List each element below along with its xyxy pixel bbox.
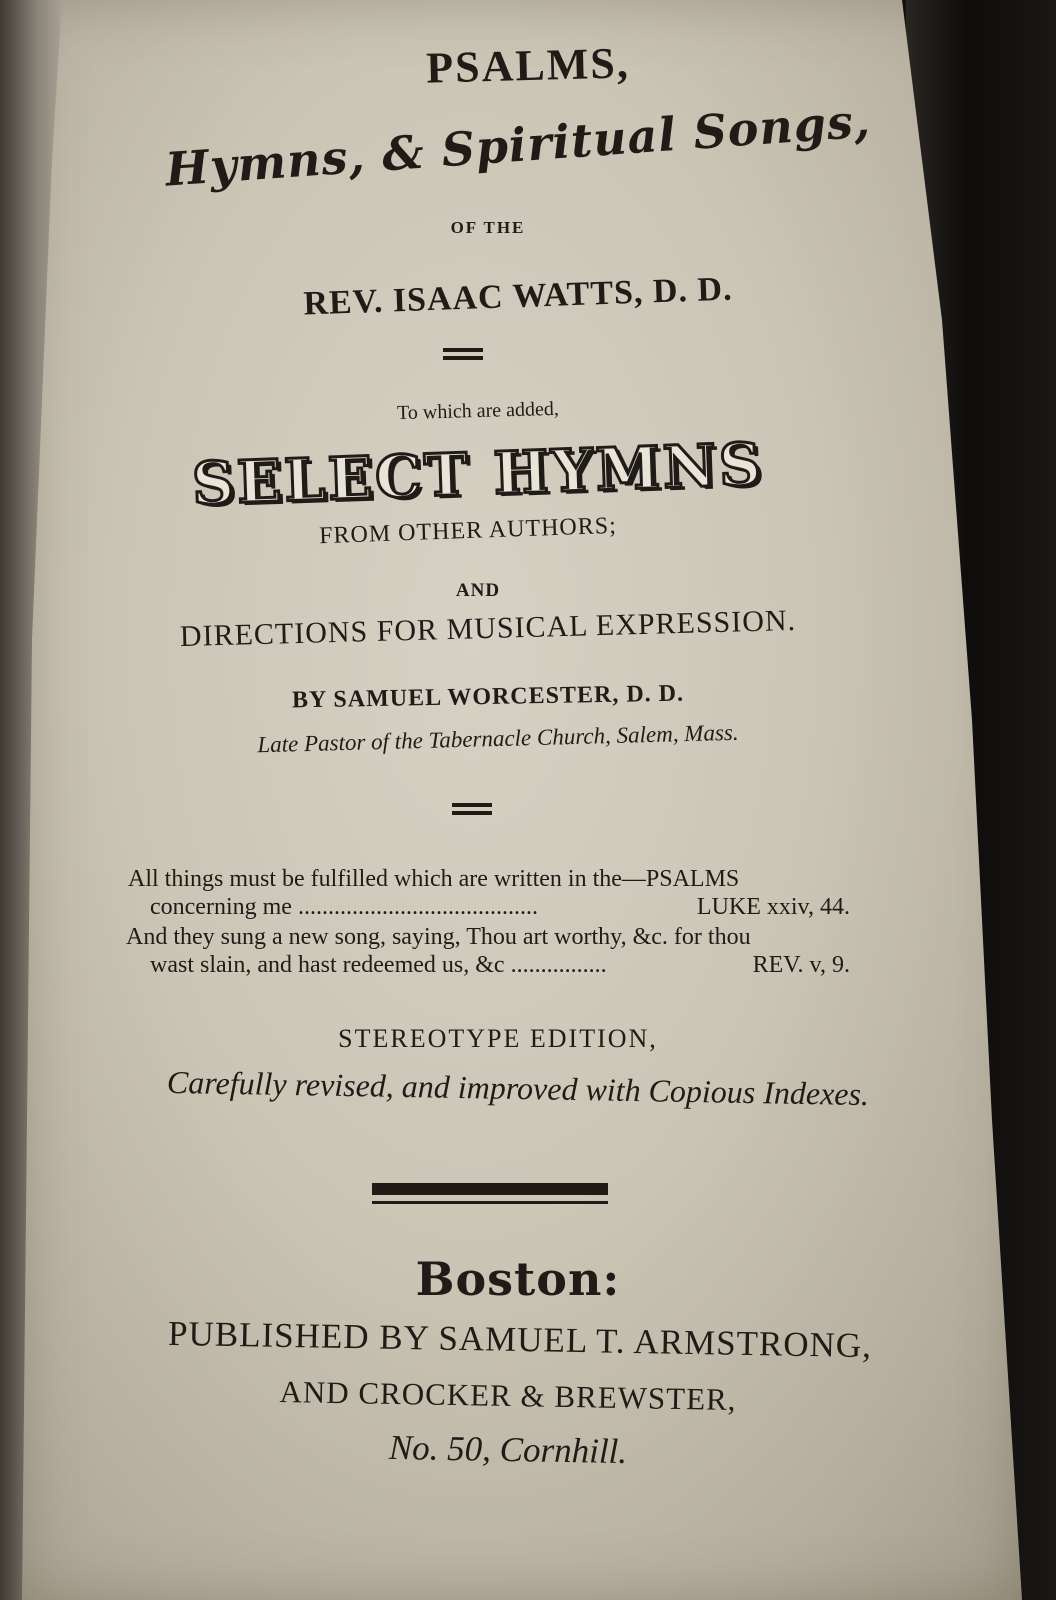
title-of-the: OF THE [450, 218, 526, 237]
stereotype-edition: STEREOTYPE EDITION, [338, 1024, 658, 1053]
carefully-revised: Carefully revised, and improved with Copious Indexes. [166, 1063, 870, 1113]
added-intro: To which are added, [396, 397, 560, 425]
quote-luke [128, 866, 888, 893]
double-rule-2 [452, 803, 492, 807]
imprint-city: Boston: [415, 1252, 621, 1306]
quote-luke-leader: ........................................ [291, 894, 538, 920]
select-hymns-headline: SELECT HYMNS [191, 430, 765, 518]
double-rule-1b [443, 356, 483, 360]
thick-rule [372, 1183, 608, 1195]
by-worcester: BY SAMUEL WORCESTER, D. D. [291, 680, 685, 714]
quote-rev [126, 924, 896, 951]
directions-line: DIRECTIONS FOR MUSICAL EXPRESSION. [179, 603, 797, 654]
title-psalms: PSALMS, [425, 38, 631, 93]
quote-rev-ref: REV. v, 9. [752, 952, 850, 978]
quote-rev-line2: wast slain, and hast redeemed us, &c [150, 952, 505, 978]
imprint-address: No. 50, Cornhill. [388, 1427, 628, 1472]
quote-luke-ref: LUKE xxiv, 44. [696, 894, 850, 920]
quote-luke-line2: concerning me [150, 894, 292, 920]
imprint-publisher: PUBLISHED BY SAMUEL T. ARMSTRONG, [167, 1313, 873, 1366]
imprint-copublisher: AND CROCKER & BREWSTER, [279, 1374, 737, 1417]
and-label: AND [455, 580, 501, 601]
double-rule-2b [452, 811, 492, 815]
double-rule-1 [443, 348, 483, 352]
title-hymns-spiritual-songs: Hymns, & Spiritual Songs, [163, 93, 873, 197]
author-name: REV. ISAAC WATTS, D. D. [302, 270, 734, 323]
quote-luke-2 [150, 894, 850, 921]
quote-rev-line1: And they sung a new song, saying, Thou art worthy, &c. for thou [126, 924, 751, 950]
quote-rev-2 [150, 952, 850, 979]
quote-rev-leader: ................ [504, 952, 607, 978]
thin-rule [372, 1201, 608, 1204]
quote-luke-line1: All things must be fulfilled which are written in the—PSALMS [128, 866, 740, 892]
from-other-authors: FROM OTHER AUTHORS; [318, 512, 618, 550]
pastor-line: Late Pastor of the Tabernacle Church, Salem, Mass. [257, 719, 739, 758]
